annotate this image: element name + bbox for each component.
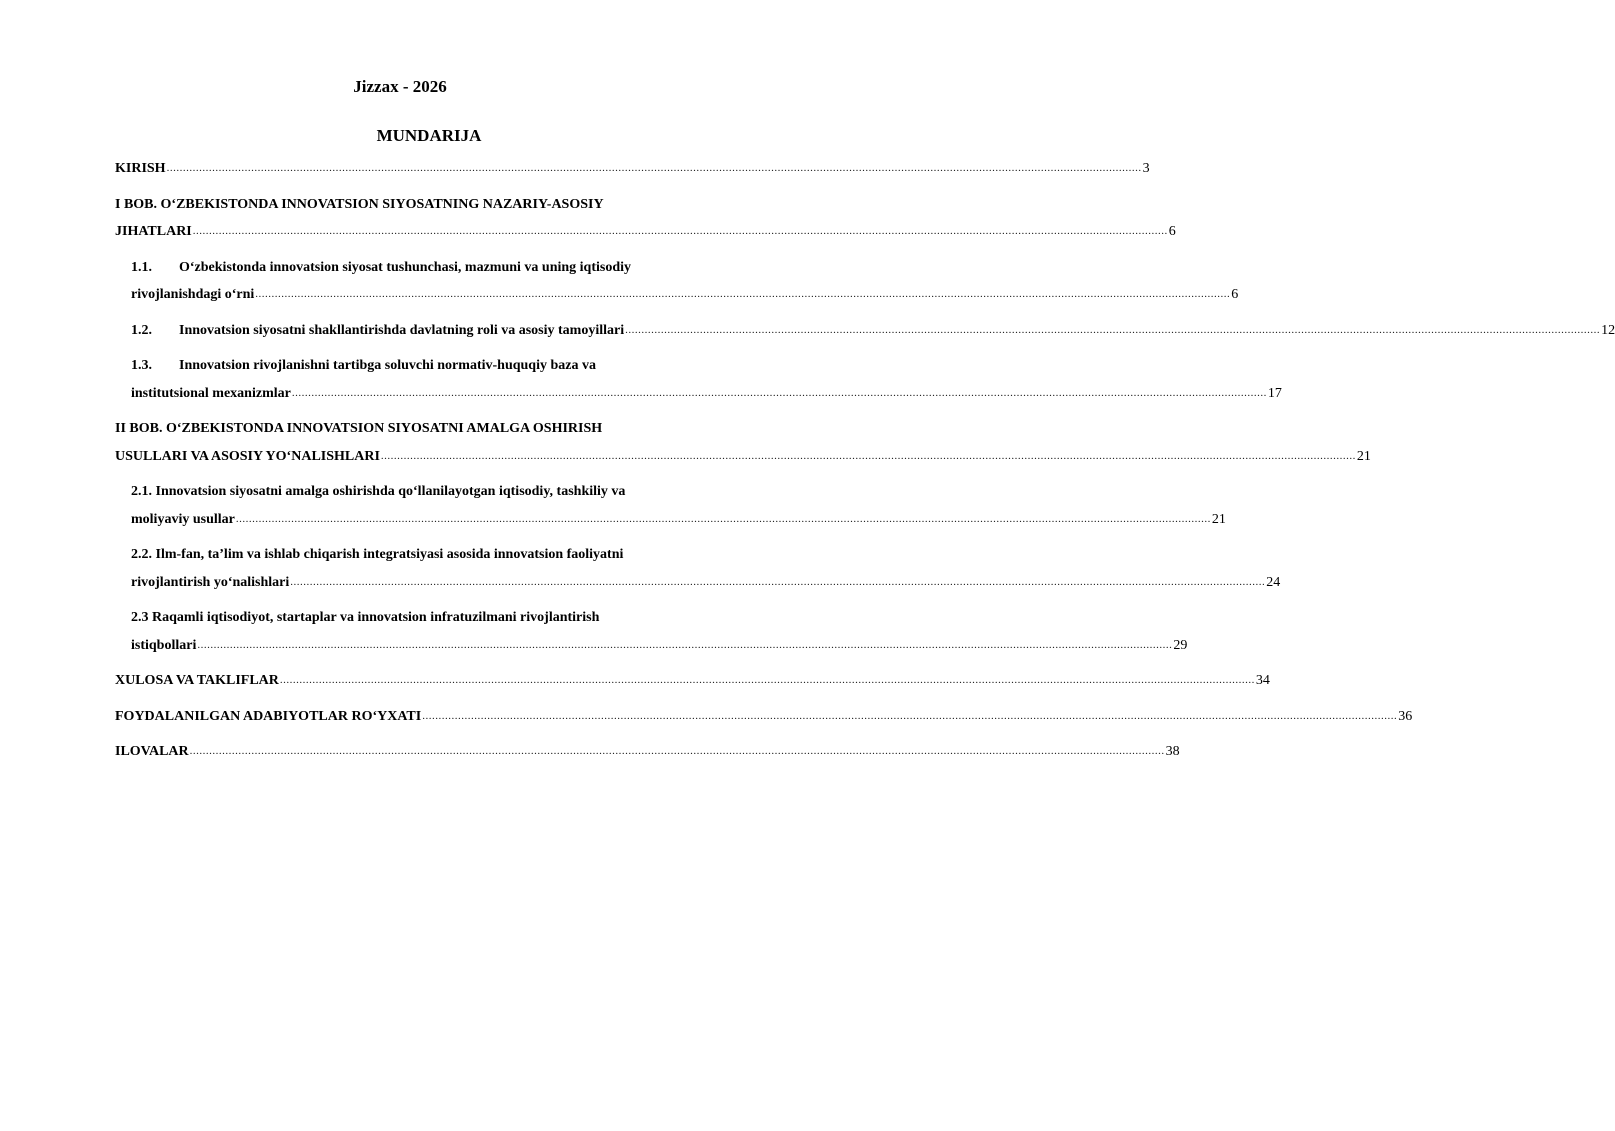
toc-page-number: 12 [1601,322,1615,338]
toc-entry-conclusion[interactable] [115,667,1270,696]
toc-entry-label: O‘zbekistonda innovatsion siyosat tushunchasi, mazmuni va uning iqtisodiy [179,259,632,275]
toc-entry-label-continued: moliyaviy usullar [131,511,235,527]
toc-page-number: 6 [1231,287,1239,302]
dot-leader: ............................................................................................................................................................................................................................................................................................................ [625,323,1601,336]
dot-leader: ............................................................................................................................................................................................................................................................................................................ [255,288,1231,300]
toc-page-number: 21 [1356,448,1371,464]
toc-page-number: 24 [1266,574,1281,590]
toc-entry-label-continued: JIHATLARI [115,224,192,239]
toc-section-number: 1.1. [131,259,152,275]
toc-entry-section-2-3[interactable] [131,604,1188,660]
toc-entry-section-1-3[interactable] [131,352,1282,408]
dot-leader: ............................................................................................................................................................................................................................................................................................................ [192,225,1168,237]
toc-entry-label: FOYDALANILGAN ADABIYOTLAR RO‘YXATI [115,708,422,724]
toc-entry-section-1-1[interactable] [131,254,1239,310]
toc-entry-kirish[interactable] [115,155,1150,184]
table-of-contents [115,155,1615,767]
toc-entry-label-continued: USULLARI VA ASOSIY YO‘NALISHLARI [115,448,380,464]
toc-entry-label: Innovatsion siyosatni shakllantirishda davlatning roli va asosiy tamoyillari [179,322,625,338]
toc-page-number: 21 [1211,511,1226,527]
dot-leader: ............................................................................................................................................................................................................................................................................................................ [189,745,1165,757]
toc-page-number: 29 [1173,637,1188,653]
dot-leader: ............................................................................................................................................................................................................................................................................................................ [279,674,1255,686]
toc-entry-label: ILOVALAR [115,744,189,759]
toc-page-number: 6 [1168,224,1176,239]
toc-page-number: 38 [1165,744,1180,759]
toc-page-number: 17 [1267,385,1282,401]
toc-entry-label: 2.3 Raqamli iqtisodiyot, startaplar va innovatsion infratuzilmani rivojlantirish [131,610,600,625]
toc-entry-appendices[interactable] [115,738,1180,767]
dot-leader: ............................................................................................................................................................................................................................................................................................................ [422,709,1398,722]
toc-entry-label-continued: rivojlanishdagi o‘rni [131,287,255,302]
toc-entry-section-1-2[interactable] [131,317,1615,346]
toc-page-number: 3 [1142,161,1150,176]
toc-entry-label: II BOB. O‘ZBEKISTONDA INNOVATSION SIYOSATNI AMALGA OSHIRISH [115,421,603,436]
toc-entry-label: 2.2. Ilm-fan, ta’lim va ishlab chiqarish integratsiyasi asosida innovatsion faoliyatni [131,547,624,562]
toc-entry-label-continued: institutsional mexanizmlar [131,385,291,401]
dot-leader: ............................................................................................................................................................................................................................................................................................................ [290,575,1266,588]
toc-page-number: 36 [1398,708,1413,724]
toc-entry-references[interactable] [115,703,1413,732]
toc-entry-label: XULOSA VA TAKLIFLAR [115,673,279,688]
toc-entry-label-continued: rivojlantirish yo‘nalishlari [131,574,290,590]
toc-entry-label: KIRISH [115,161,166,176]
toc-section-number: 1.3. [131,358,152,373]
dot-leader: ............................................................................................................................................................................................................................................................................................................ [291,386,1267,399]
toc-section-number: 1.2. [131,322,152,338]
dot-leader: ............................................................................................................................................................................................................................................................................................................ [166,162,1142,174]
toc-entry-label: 2.1. Innovatsion siyosatni amalga oshirishda qo‘llanilayotgan iqtisodiy, tashkiliy va [131,484,626,499]
toc-entry-chapter-2[interactable] [115,415,1371,471]
toc-page-number: 34 [1255,673,1270,688]
city-year-heading: Jizzax - 2026 [353,77,447,96]
dot-leader: ............................................................................................................................................................................................................................................................................................................ [235,512,1211,525]
toc-entry-label: Innovatsion rivojlanishni tartibga soluvchi normativ-huquqiy baza va [179,358,596,373]
toc-entry-chapter-1[interactable] [115,191,1176,247]
toc-entry-label-continued: istiqbollari [131,637,197,653]
toc-entry-section-2-2[interactable] [131,541,1281,597]
dot-leader: ............................................................................................................................................................................................................................................................................................................ [380,449,1356,462]
toc-title: MUNDARIJA [376,126,482,145]
toc-entry-section-2-1[interactable] [131,478,1226,534]
dot-leader: ............................................................................................................................................................................................................................................................................................................ [197,638,1173,651]
toc-entry-label: I BOB. O‘ZBEKISTONDA INNOVATSION SIYOSATNING NAZARIY-ASOSIY [115,196,604,212]
